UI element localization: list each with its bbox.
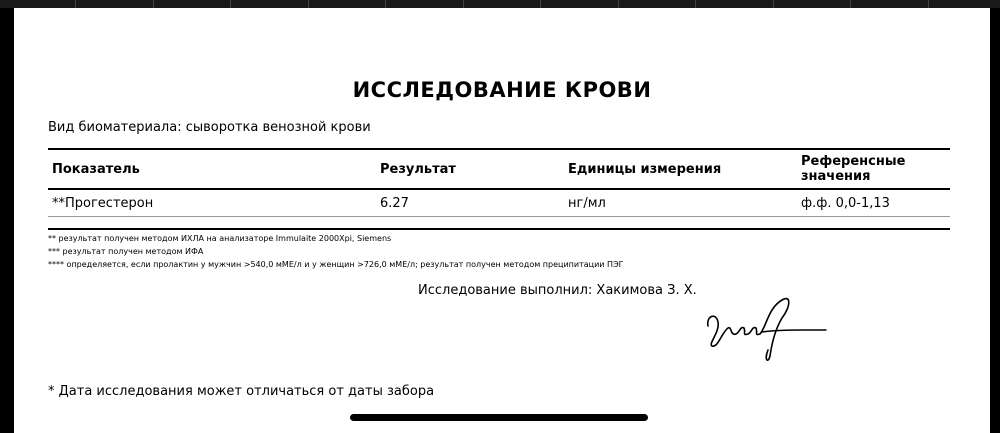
biomaterial-line: Вид биоматериала: сыворотка венозной крови <box>48 120 371 135</box>
table-row <box>48 189 950 217</box>
document-title: ИССЛЕДОВАНИЕ КРОВИ <box>352 78 652 102</box>
header-reference: Референсные значения <box>797 149 950 189</box>
home-indicator-bar[interactable] <box>350 414 648 421</box>
cell-indicator: **Прогестерон <box>48 189 376 217</box>
date-footnote: * Дата исследования может отличаться от даты забора <box>48 384 435 399</box>
window-top-bar <box>0 0 1000 8</box>
performed-by: Исследование выполнил: Хакимова З. Х. <box>418 283 697 298</box>
table-header-row <box>48 149 950 189</box>
method-note: ** результат получен методом ИХЛА на анализаторе Immulaite 2000Xpi, Siemens <box>48 234 392 243</box>
handwritten-signature <box>692 288 842 368</box>
cell-result: 6.27 <box>376 189 564 217</box>
cell-units: нг/мл <box>564 189 797 217</box>
header-result: Результат <box>376 149 564 189</box>
header-units: Единицы измерения <box>564 149 797 189</box>
method-notes <box>48 228 950 271</box>
method-note: *** результат получен методом ИФА <box>48 247 204 256</box>
header-indicator: Показатель <box>48 149 376 189</box>
document-page <box>14 8 990 433</box>
cell-reference: ф.ф. 0,0-1,13 <box>797 189 950 217</box>
results-table <box>48 148 950 217</box>
method-note: **** определяется, если пролактин у мужчин >540,0 мМЕ/л и у женщин >726,0 мМЕ/л; результат получен методом преципитации ПЭГ <box>48 260 624 269</box>
